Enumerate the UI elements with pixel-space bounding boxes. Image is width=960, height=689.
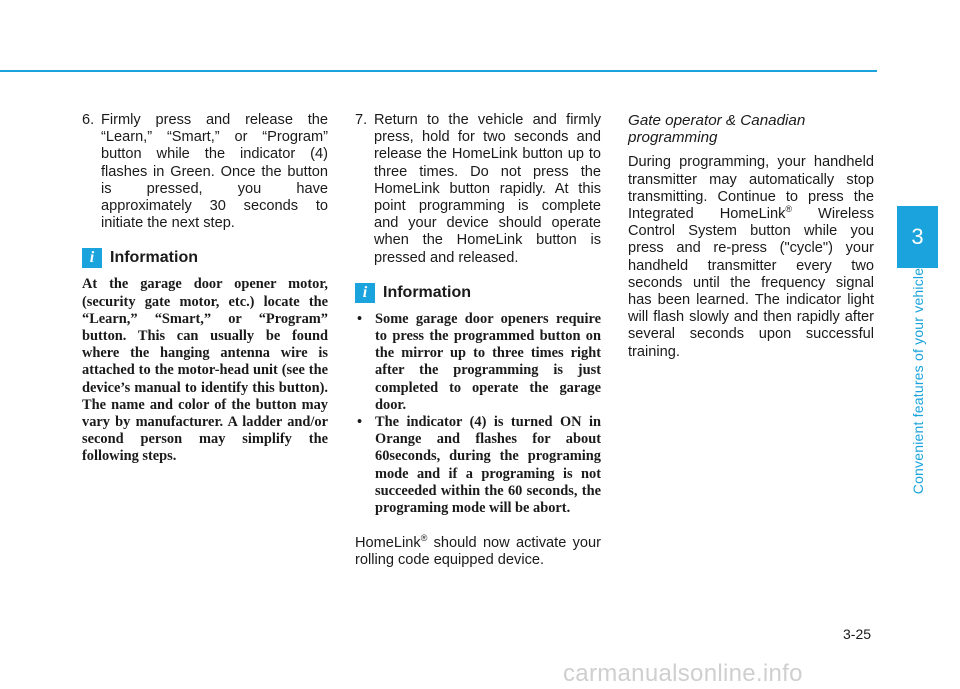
homelink-paragraph <box>355 535 601 569</box>
information-header <box>355 283 601 303</box>
watermark: carmanualsonline.info <box>563 660 803 687</box>
information-header <box>82 248 328 268</box>
registered-mark: ® <box>420 533 428 544</box>
bullet-text: Some garage door openers require to press the programmed button on the mirror up to three times right after the programming is just completed to operate the garage door. <box>375 310 601 413</box>
info-icon: i <box>355 283 375 303</box>
info-icon: i <box>82 248 102 268</box>
list-item <box>355 311 601 414</box>
section-heading: Gate operator & Canadian programming <box>628 112 806 147</box>
homelink-text-pre: HomeLink <box>355 535 421 552</box>
page-number: 3-25 <box>843 626 872 642</box>
information-body: At the garage door opener motor, (security gate motor, etc.) locate the “Learn,” “Smart,” or “Program” button. This can usually be found where the hanging antenna wire is attached to the motor-head unit (see the device’s manual to identify this button). The name and color of the button may vary by manufacturer. A ladder and/or second person may simplify the following steps. <box>82 276 328 465</box>
information-title: Information <box>383 283 471 301</box>
step-text: Firmly press and release the “Learn,” “Smart,” or “Program” button while the indicator (4) flashes in Green. Once the button is pressed, you have approximately 30 seconds to initiate the next step. <box>101 112 328 232</box>
step-6 <box>82 112 328 232</box>
section-body-post: Wireless Control System button while you press and re-press ("cycle") your handheld transmitter every two seconds until the frequency signal has been learned. The indicator light will flash slowly and then rapidly after several seconds upon successful training. <box>628 206 874 360</box>
section-body <box>628 154 874 360</box>
header-rule <box>0 70 877 72</box>
information-bullets <box>355 311 601 517</box>
column-right <box>628 112 874 361</box>
bullet-text: The indicator (4) is turned ON in Orange and flashes for about 60seconds, during the programing mode and if a programing is not succeeded within the 60 seconds, the programing mode will be abort. <box>375 414 601 517</box>
bullet-icon: • <box>357 310 363 327</box>
homelink-text-post: should now activate your rolling code equipped device. <box>355 535 601 569</box>
list-item <box>355 414 601 517</box>
bullet-icon: • <box>357 414 363 431</box>
registered-mark: ® <box>785 204 793 215</box>
column-middle <box>355 112 601 570</box>
chapter-title: Convenient features of your vehicle <box>909 267 926 495</box>
chapter-number-tab: 3 <box>897 206 938 268</box>
column-left <box>82 112 328 466</box>
step-7 <box>355 112 601 267</box>
step-number: 7. <box>355 112 368 128</box>
section-body-pre: During programming, your handheld transmitter may automatically stop transmitting. Continue to press the Integrated HomeLink <box>628 154 874 223</box>
step-text: Return to the vehicle and firmly press, hold for two seconds and release the HomeLink button up to three times. Do not press the HomeLink button rapidly. At this point programming is complete and your device should operate when the HomeLink button is pressed and released. <box>374 112 601 266</box>
information-title: Information <box>110 249 198 267</box>
chapter-title-wrap <box>897 268 938 494</box>
step-number: 6. <box>82 112 95 128</box>
